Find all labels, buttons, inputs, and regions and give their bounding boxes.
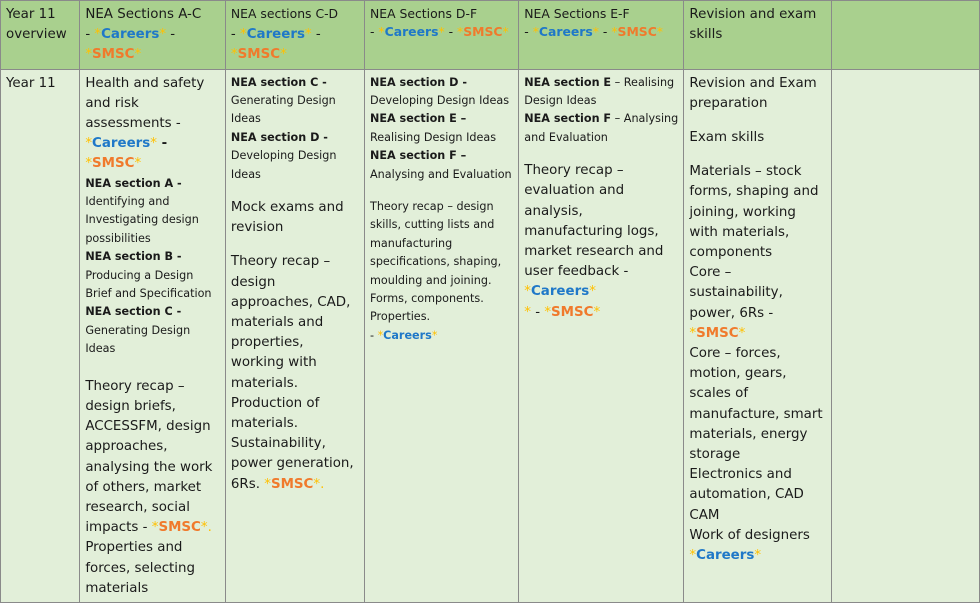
nea-section-f-label: NEA section F –	[369, 149, 467, 163]
header-overview-cell	[1, 1, 80, 70]
mock-exams-text: Mock exams and revision	[230, 200, 344, 236]
core-forces-text: Core – forces, motion, gears, scales of manufacture, smart materials, energy storage	[689, 346, 823, 463]
electronics-text: Electronics and automation, CAD CAM	[689, 467, 804, 523]
nea-d-f-content-cell: NEA section D - Developing Design Ideas NEA section E – Realising Design Ideas NEA section F – Analysing and Evaluation Theory recap – design skills, cutting lists and manufacturing specifications, shaping, moulding and joining. Forms, components. Properties. - *Careers*	[364, 69, 518, 602]
nea-a-c-content-cell: Health and safety and risk assessments - *Careers* - *SMSC* NEA section A - Identifying and Investigating design possibilities NEA section B - Producing a Design Brief and Specification NEA section C - Generating Design Ideas Theory recap – design briefs, ACCESSFM, design approaches, analysing the work of others, market research, social impacts - *SMSC*. Properties and forces, selecting materials	[80, 69, 226, 602]
nea-section-c-label: NEA section C -	[85, 305, 182, 319]
nea-section-c-text: Generating Design Ideas	[85, 323, 191, 356]
smsc-tag: SMSC	[270, 476, 314, 492]
nea-section-b-text: Producing a Design Brief and Specification	[85, 268, 212, 301]
core-sustainability-text: Core – sustainability, power, 6Rs -	[689, 265, 783, 321]
nea-c-d-content-cell: NEA section C - Generating Design Ideas NEA section D - Developing Design Ideas Mock exams and revision Theory recap – design approaches, CAD, materials and properties, working with materials. Production of materials. Sustainability, power generation, 6Rs. *SMSC*.	[225, 69, 364, 602]
row-label: Year 11	[6, 75, 56, 91]
header-nea-c-d-cell: NEA sections C-D - *Careers* - *SMSC*	[225, 1, 364, 70]
header-nea-d-f-title: NEA Sections D-F	[369, 6, 478, 21]
nea-e-f-content-cell: NEA section E – Realising Design Ideas NEA section F – Analysing and Evaluation Theory recap – evaluation and analysis, manufacturing logs, market research and user feedback - *Careers* * - *SMSC*	[519, 69, 684, 602]
empty-content-cell	[832, 69, 980, 602]
header-nea-e-f-title: NEA Sections E-F	[524, 6, 630, 21]
nea-section-d-label: NEA section D -	[230, 130, 328, 144]
careers-tag: Careers	[696, 548, 755, 564]
smsc-tag: SMSC	[551, 304, 594, 320]
careers-tag: Careers	[538, 24, 593, 40]
nea-section-c-text: Generating Design Ideas	[230, 94, 336, 126]
header-nea-c-d-title: NEA sections C-D	[230, 6, 339, 21]
nea-section-a-label: NEA section A -	[85, 176, 182, 190]
smsc-tag: SMSC	[617, 24, 657, 40]
header-nea-a-c-cell: NEA Sections A-C - *Careers* - *SMSC*	[80, 1, 226, 70]
header-revision-cell	[684, 1, 832, 70]
nea-section-e-text: Realising Design Ideas	[369, 130, 497, 144]
nea-section-c-label: NEA section C -	[230, 75, 327, 89]
revision-content-cell: Revision and Exam preparation Exam skills Materials – stock forms, shaping and joining, working with materials, components Core – sustainability, power, 6Rs - *SMSC* Core – forces, motion, gears, scales of manufacture, smart materials, energy storage Electronics and automation, CAD CAM Work of designers *Careers*	[684, 69, 832, 602]
health-safety-text: Health and safety and risk assessments -	[85, 75, 205, 132]
year11-row	[1, 69, 980, 602]
smsc-tag: SMSC	[92, 156, 135, 172]
careers-tag: Careers	[92, 136, 151, 152]
nea-section-f-text: – Analysing and Evaluation	[524, 112, 679, 144]
smsc-tag: SMSC	[237, 47, 281, 63]
nea-section-e-label: NEA section E	[524, 75, 612, 89]
theory-recap-text: Theory recap – evaluation and analysis, manufacturing logs, market research and user feedback -	[524, 163, 664, 280]
theory-recap-text: Theory recap – design approaches, CAD, materials and properties, working with materials. Production of materials. Sustainability, power generation, 6Rs.	[230, 254, 354, 492]
smsc-tag: SMSC	[696, 325, 739, 341]
careers-tag: Careers	[530, 284, 590, 300]
nea-section-d-text: Developing Design Ideas	[230, 149, 337, 181]
nea-section-e-text: – Realising Design Ideas	[524, 75, 675, 108]
smsc-tag: SMSC	[158, 520, 201, 536]
materials-text: Materials – stock forms, shaping and joining, working with materials, components	[689, 164, 819, 261]
careers-tag: Careers	[101, 27, 160, 43]
nea-section-e-label: NEA section E –	[369, 112, 467, 126]
exam-skills-text: Exam skills	[689, 130, 765, 146]
nea-section-f-text: Analysing and Evaluation	[369, 167, 512, 181]
header-overview-label: Year 11 overview	[6, 7, 67, 43]
header-row	[1, 1, 980, 70]
properties-text: Properties and forces, selecting materials	[85, 540, 196, 596]
nea-section-d-label: NEA section D -	[369, 75, 467, 89]
header-revision-title: Revision and exam skills	[689, 7, 817, 43]
nea-section-b-label: NEA section B -	[85, 250, 182, 264]
header-nea-e-f-cell: NEA Sections E-F - *Careers* - *SMSC*	[519, 1, 684, 70]
header-nea-d-f-cell: NEA Sections D-F - *Careers* - *SMSC*	[364, 1, 518, 70]
nea-section-a-text: Identifying and Investigating design possibilities	[85, 195, 199, 245]
careers-tag: Careers	[246, 27, 305, 43]
theory-recap-text: Theory recap – design briefs, ACCESSFM, design approaches, analysing the work of others, market research, social impacts -	[85, 378, 213, 536]
smsc-tag: SMSC	[92, 47, 135, 63]
theory-recap-text: Theory recap – design skills, cutting lists and manufacturing specifications, shaping, moulding and joining. Forms, components. Properties.	[369, 200, 502, 324]
revision-prep-text: Revision and Exam preparation	[689, 75, 817, 111]
header-empty-cell	[832, 1, 980, 70]
careers-tag: Careers	[383, 328, 432, 342]
careers-tag: Careers	[384, 24, 439, 40]
row-label-cell	[1, 69, 80, 602]
nea-section-d-text: Developing Design Ideas	[369, 94, 510, 108]
smsc-tag: SMSC	[463, 24, 503, 40]
nea-section-f-label: NEA section F	[524, 112, 612, 126]
work-of-designers-text: Work of designers	[689, 527, 810, 543]
header-nea-a-c-title: NEA Sections A-C	[85, 7, 202, 22]
